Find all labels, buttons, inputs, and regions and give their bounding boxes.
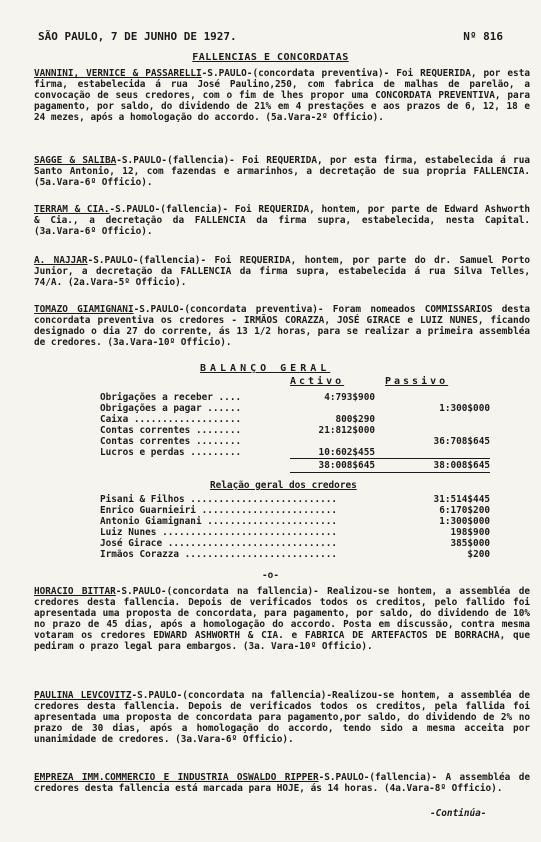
entry-name: SAGGE & SALIBA (34, 155, 117, 166)
balance-row: Contas correntes ........ 36:708$645 (100, 436, 490, 447)
total-rule-bottom (290, 472, 490, 473)
entry-name: A. NAJJAR (34, 255, 88, 266)
section-title: FALLENCIAS E CONCORDATAS (192, 52, 349, 63)
entry-ripper (34, 772, 530, 794)
entry-name: TOMAZO GIAMIGNANI (34, 304, 134, 315)
entry-text: -S.PAULO-(concordata preventiva)- Foram nomeados COMMISSARIOS desta concordata preventiva os credores - IRMÃOS CORAZZA, JOSÉ GIRACE e LUIZ NUNES, ficando designado o dia 27 do corrente, ás 13 1/2 horas, para se realizar a primeira assembléa de credores. (3a.Vara-10º Officio). (34, 304, 531, 348)
entry-name: TERRAM & CIA. (34, 204, 110, 215)
continues-label: -Continúa- (430, 808, 487, 819)
entry-text: -S.PAULO-(fallencia)- Foi REQUERIDA, hontem, por parte de Edward Ashworth & Cia., a decretação da FALLENCIA da firma supra, estabelecida, nesta Capital. (3a.Vara-6º Officio). (34, 204, 531, 237)
balance-row: Contas correntes ........ 21:812$000 (100, 425, 375, 436)
balance-row: Obrigações a pagar ...... 1:300$000 (100, 403, 490, 414)
entry-levcovitz (34, 690, 530, 745)
entry-sagge (34, 155, 530, 188)
bulletin-number: Nº 816 (463, 30, 503, 43)
entry-text: -S.PAULO-(concordata preventiva)- Foi REQUERIDA, por esta firma, estabelecida á rua José Paulino,250, com fabrica de malhas de parelão, a convocação de seus credores, com o fim de lhes propor uma CONCORDATA PREVENTIVA, para pagamento, por saldo, do dividendo de 21% em 4 prestações e aos prazos de 6, 12, 18 e 24 mezes, após a homologação do accordo. (5a.Vara-2º Officio). (34, 68, 530, 123)
balance-row: Caixa ................... 800$290 (100, 414, 375, 425)
entry-vannini (34, 68, 530, 123)
entry-name: HORACIO BITTAR (34, 586, 116, 597)
balance-row: Lucros e perdas ......... 10:602$455 (100, 447, 375, 458)
total-rule (290, 458, 490, 459)
entry-text: -S.PAULO-(fallencia)- Foi REQUERIDA, por esta firma, estabelecida á rua Santo Antonio, 12, com fazendas e armarinhos, a decretação de sua propria FALLENCIA. (5a.Vara-6º Officio). (34, 155, 530, 188)
entry-text: -S.PAULO-(fallencia)- Foi REQUERIDA, hontem, por parte do dr. Samuel Porto Junior, a decretação da FALLENCIA da firma supra, estabelecida á rua Silva Telles, 74/A. (2a.Vara-5º Officio). (34, 255, 530, 288)
ativo-header: Activo (290, 376, 345, 387)
creditor-row: Luiz Nunes ............................... 198$900 (100, 527, 490, 538)
balance-total-row: 38:008$645 38:008$645 (318, 460, 490, 471)
creditors-title: Relação geral dos credores (210, 480, 357, 491)
entry-text: -S.PAULO-(fallencia)- A assembléa de credores desta fallencia está marcada para HOJE, ás 14 horas. (4a.Vara-8º Officio). (34, 772, 530, 794)
creditor-row: Irmãos Corazza ........................... $200 (100, 549, 490, 560)
balance-title: BALANÇO GERAL (200, 363, 331, 374)
entry-najjar (34, 255, 530, 288)
place-date: SÃO PAULO, 7 DE JUNHO DE 1927. (38, 30, 237, 43)
creditor-row: Antonio Giamignani ....................... 1:300$000 (100, 516, 490, 527)
separator: -o- (262, 570, 279, 581)
entry-bittar (34, 586, 530, 652)
entry-name: EMPREZA IMM.COMMERCIO E INDUSTRIA OSWALDO RIPPER (34, 772, 319, 783)
entry-name: VANNINI, VERNICE & PASSARELLI (34, 68, 202, 79)
entry-name: PAULINA LEVCOVITZ (34, 690, 132, 701)
creditor-row: Pisani & Filhos .......................... 31:514$445 (100, 494, 490, 505)
balance-row: Obrigações a receber .... 4:793$900 (100, 392, 375, 403)
creditor-row: José Girace .............................. 385$000 (100, 538, 490, 549)
passivo-header: Passivo (385, 376, 449, 387)
entry-text: -S.PAULO-(concordata na fallencia)- Realizou-se hontem, a assembléa de credores desta fallencia. Depois de verificados todos os creditos, pelo fallido foi apresentada uma proposta de concordata, para pagamento, por saldo, do dividendo de 10% no prazo de 45 dias, após a homologação do accordo. Posta em discussão, contra mesma votaram os credores EDWARD ASHWORTH & CIA. e FABRICA DE ARTEFACTOS DE BORRACHA, que pediram o prazo legal para embargos. (3a. Vara-10º Officio). (34, 586, 530, 652)
entry-giamignani (34, 304, 530, 348)
entry-terram (34, 204, 530, 237)
creditor-row: Enrico Guarnieiri ........................ 6:170$200 (100, 505, 490, 516)
entry-text: -S.PAULO-(concordata na fallencia)-Realizou-se hontem, a assembléa de credores desta fallencia. Depois de verificados todos os creditos, pela fallida foi apresentada uma proposta de concordata para pagamento,por saldo, do dividendo de 2% no prazo de 30 dias, após a homologação do accordo, tendo sido a mesma acceita por unanimidade de credores. (3a.Vara-6º Officio). (34, 690, 531, 745)
